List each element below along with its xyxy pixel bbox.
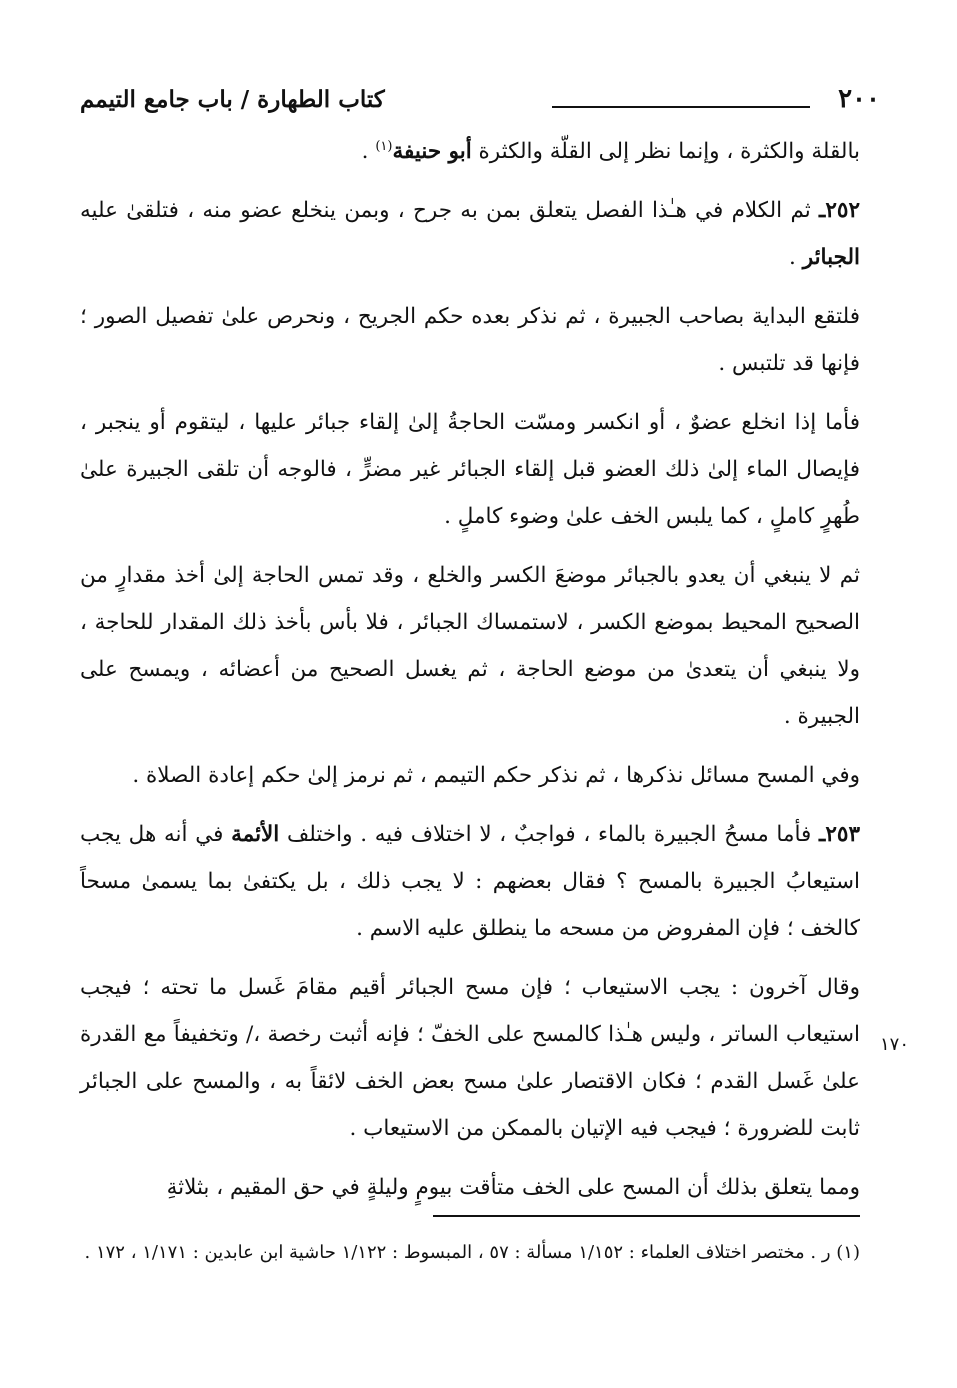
term-jabair: الجبائر — [802, 245, 860, 270]
paragraph-9: ومما يتعلق بذلك أن المسح على الخف متأقت بيومٍ وليلةٍ في حق المقيم ، بثلاثةِ — [166, 1175, 860, 1200]
chapter-title: كتاب الطهارة / باب جامع التيمم — [80, 86, 385, 113]
running-header — [80, 84, 880, 118]
paragraph-4: فأما إذا انخلع عضوٌ ، أو انكسر ومسّت الحاجةُ إلىٰ إلقاء جبائر عليها ، ليتقوم أو ينجبر ، فإيصال الماء إلىٰ ذلك العضو قبل إلقاء الجبائر غير مضرٍّ ، فالوجه أن تلقى الجبيرة علىٰ طُهرٍ كاملٍ ، كما يلبس الخف علىٰ وضوء كاملٍ . — [80, 410, 860, 529]
paragraph-2 — [80, 187, 860, 281]
paragraph-1-tail: . — [361, 139, 376, 164]
paragraph-3: فلتقع البداية بصاحب الجبيرة ، ثم نذكر بعده حكم الجريح ، ونحرص علىٰ تفصيل الصور ؛ فإنها قد تلتبس . — [80, 304, 860, 376]
paragraph-5: ثم لا ينبغي أن يعدو بالجبائر موضعَ الكسر والخلع ، وقد تمس الحاجة إلىٰ أخذ مقدارٍ من الصحيح المحيط بموضع الكسر ، لاستمساك الجبائر ، فلا بأس بأخذ ذلك المقدار للحاجة ، ولا ينبغي أن يتعدىٰ من موضع الحاجة ، ثم يغسل الصحيح من أعضائه ، ويمسح على الجبيرة . — [80, 563, 860, 729]
page-number: ٢٠٠ — [838, 84, 880, 114]
header-rule — [552, 106, 810, 108]
paragraph-1 — [80, 128, 860, 175]
name-abu-hanifa: أبو حنيفة — [392, 139, 472, 164]
paragraph-2-text: ثم الكلام في هـٰذا الفصل يتعلق بمن به جرح ، وبمن ينخلع عضو منه ، فتلقىٰ عليه — [80, 198, 820, 223]
paragraph-7-tail: في أنه هل يجب استيعابُ الجبيرة بالمسح ؟ فقال بعضهم : لا يجب ذلك ، بل يكتفىٰ بما يسمىٰ مسحاً كالخف ؛ فإن المفروض من مسحه ما ينطلق عليه الاسم . — [80, 822, 860, 941]
section-number-252: ٢٥٢ـ — [819, 198, 860, 223]
footnote-1: (١) ر . مختصر اختلاف العلماء : ١/١٥٢ مسألة : ٥٧ ، المبسوط : ١/١٢٢ حاشية ابن عابدين : ١/١٧١ ، ١٧٢ . — [84, 1242, 860, 1263]
main-text — [80, 128, 860, 1223]
section-number-253: ٢٥٣ـ — [819, 822, 860, 847]
footnote-reference[interactable]: (١) — [375, 138, 393, 154]
term-aimma: الأئمة — [231, 822, 280, 847]
paragraph-6: وفي المسح مسائل نذكرها ، ثم نذكر حكم التيمم ، ثم نرمز إلىٰ حكم إعادة الصلاة . — [132, 763, 860, 788]
footnote-rule — [433, 1215, 860, 1217]
paragraph-1-text: بالقلة والكثرة ، وإنما نظر إلى القلّة والكثرة — [471, 139, 860, 164]
paragraph-7-text: فأما مسحُ الجبيرة بالماء ، فواجبٌ ، لا اختلاف فيه . واختلف — [279, 822, 820, 847]
paragraph-7 — [80, 811, 860, 952]
paragraph-2-tail: . — [789, 245, 803, 270]
paragraph-8: وقال آخرون : يجب الاستيعاب ؛ فإن مسح الجبائر أقيم مقامَ غَسل ما تحته ؛ فيجب استيعاب الساتر ، وليس هـٰذا كالمسح على الخفّ ؛ فإنه أثبت رخصة ،/ وتخفيفاً مع القدرة علىٰ غَسل القدم ؛ فكان الاقتصار علىٰ مسح بعض الخف لائقاً به ، والمسح على الجبائر ثابت للضرورة ؛ فيجب فيه الإتيان بالممكن من الاستيعاب . — [80, 975, 860, 1141]
manuscript-folio-marker: ١٧٠ — [879, 1034, 909, 1055]
